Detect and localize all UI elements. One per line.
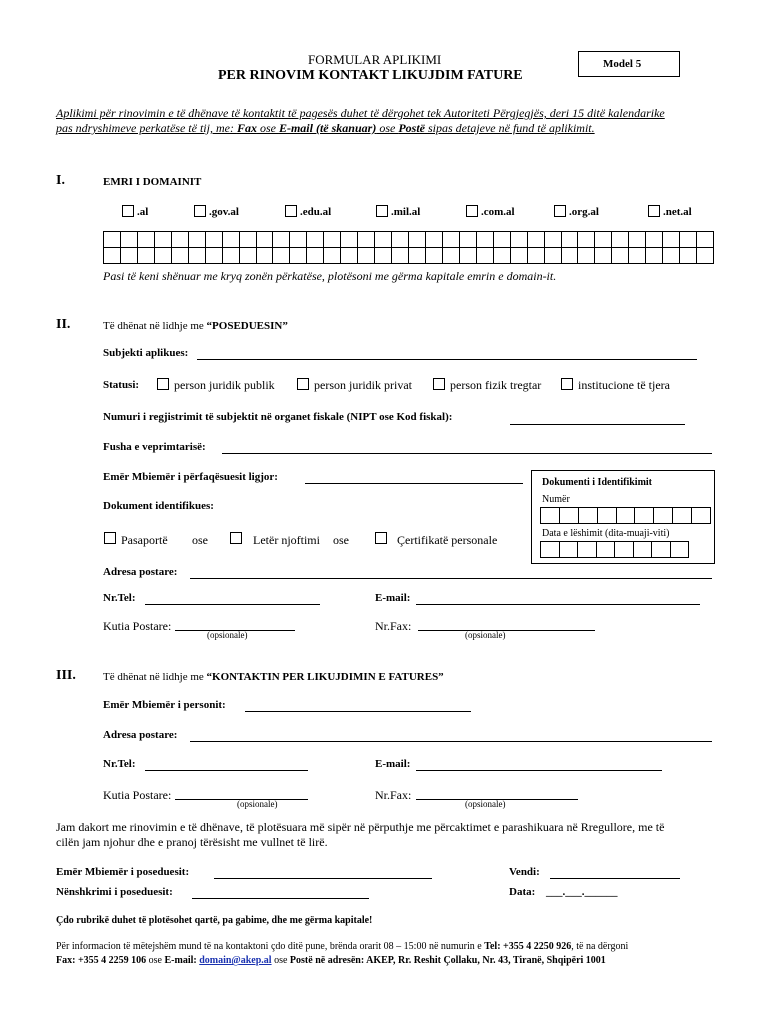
adresa-label-2: Adresa postare: [103,566,178,578]
tel-label-3: Nr.Tel: [103,758,136,770]
perfaqesues-field[interactable] [305,483,523,484]
adresa-label-3: Adresa postare: [103,729,178,741]
domain-char-cell[interactable] [138,248,155,264]
status-option-1: person juridik publik [174,378,275,392]
kutia-label-2: Kutia Postare: [103,619,172,633]
emer-posedues-label: Emër Mbiemër i poseduesit: [56,866,190,878]
email-label-2: E-mail: [375,592,411,604]
domain-char-cell[interactable] [392,248,409,264]
footer-contact-info: Për informacion të mëtejshëm mund të na kontaktoni çdo ditë pune, brënda orarit 08 – 15:00 në numurin e Tel: +355 4 2250 926, të na dërgoni Fax: +355 4 2259 106 ose E-mail: domain@akep.al ose Postë në adresën: AKEP, Rr. Reshit Çollaku, Nr. 43, Tiranë, Shqipëri 1001 [56,941,629,966]
domain-char-cell[interactable] [273,232,290,248]
section-1-note: Pasi të keni shënuar me kryq zonën përkatëse, plotësoni me gërma kapitale emrin e domain-it. [103,269,557,283]
model-label: Model 5 [603,58,642,70]
adresa-field-3[interactable] [190,741,712,742]
statusi-label: Statusi: [103,379,140,391]
domain-char-cell[interactable] [257,248,274,264]
vendi-label: Vendi: [509,866,540,878]
document-number-grid[interactable] [540,507,711,524]
domain-char-cell[interactable] [494,232,511,248]
domain-char-cell[interactable] [528,248,545,264]
leter-njoftimi-checkbox[interactable] [230,532,242,544]
domain-checkbox[interactable] [376,205,388,217]
status-checkbox-3[interactable] [433,378,445,390]
document-id-box [531,470,715,564]
domain-char-cell[interactable] [290,232,307,248]
domain-char-cell[interactable] [138,232,155,248]
domain-char-cell[interactable] [409,248,426,264]
document-box-date-label: Data e lëshimit (dita-muaji-viti) [542,528,670,539]
status-checkbox-1[interactable] [157,378,169,390]
domain-option-label: .al [137,206,149,218]
domain-char-cell[interactable] [578,248,595,264]
domain-char-cell[interactable] [324,248,341,264]
nipt-field[interactable] [510,424,685,425]
domain-char-cell[interactable] [595,248,612,264]
domain-char-cell[interactable] [460,248,477,264]
status-option-2: person juridik privat [314,378,412,392]
nenshkrimi-label: Nënshkrimi i poseduesit: [56,886,173,898]
domain-char-cell[interactable] [545,248,562,264]
domain-char-cell[interactable] [426,232,443,248]
adresa-field-2[interactable] [190,578,712,579]
intro-text: Aplikimi për rinovimin e të dhënave të kontaktit të pagesës duhet të dërgohet tek Autoriteti Përgjegjës, deri 15 ditë kalendarike pas ndryshimeve perkatëse të tij, me: Fax ose E-mail (të skanuar) ose Postë sipas detajeve në fund të aplikimit. [56,106,665,135]
dokument-label: Dokument identifikues: [103,500,214,512]
domain-char-cell[interactable] [697,248,714,264]
domain-char-cell[interactable] [663,232,680,248]
domain-char-cell[interactable] [477,232,494,248]
domain-char-cell[interactable] [646,232,663,248]
pasaporte-label: Pasaportë [121,533,168,547]
kutia-label-3: Kutia Postare: [103,788,172,802]
fax-optional-2: (opsionale) [465,630,506,640]
domain-char-cell[interactable] [680,232,697,248]
domain-char-cell[interactable] [121,232,138,248]
domain-char-cell[interactable] [358,248,375,264]
subjekti-field[interactable] [197,359,697,360]
domain-option-label: .com.al [481,206,515,218]
domain-char-cell[interactable] [646,248,663,264]
domain-checkbox[interactable] [554,205,566,217]
domain-option-label: .net.al [663,206,692,218]
document-date-grid[interactable] [540,541,689,558]
domain-char-cell[interactable] [663,248,680,264]
data-field[interactable]: ___.___.______ [546,886,618,898]
domain-char-cell[interactable] [612,232,629,248]
domain-char-cell[interactable] [290,248,307,264]
leter-njoftimi-label: Letër njoftimi [253,533,320,547]
form-subtitle: PER RINOVIM KONTAKT LIKUJDIM FATURE [218,68,523,83]
nenshkrimi-field[interactable] [192,898,369,899]
domain-option-label: .gov.al [209,206,239,218]
domain-char-cell[interactable] [358,232,375,248]
ose-text-2: ose [333,533,349,547]
domain-char-cell[interactable] [392,232,409,248]
status-option-3: person fizik tregtar [450,378,542,392]
domain-char-cell[interactable] [562,248,579,264]
section-2-heading: Të dhënat në lidhje me “POSEDUESIN” [103,320,288,332]
domain-checkbox[interactable] [122,205,134,217]
data-label: Data: [509,886,536,898]
domain-char-cell[interactable] [240,232,257,248]
kutia-optional-2: (opsionale) [207,630,248,640]
tel-field-2[interactable] [145,604,320,605]
section-2-number: II. [56,317,71,332]
domain-char-cell[interactable] [341,232,358,248]
domain-char-cell[interactable] [307,248,324,264]
domain-checkbox[interactable] [648,205,660,217]
domain-char-cell[interactable] [477,248,494,264]
domain-option-label: .mil.al [391,206,421,218]
domain-char-cell[interactable] [172,232,189,248]
domain-char-cell[interactable] [189,232,206,248]
email-field-2[interactable] [416,604,700,605]
emer-personi-field[interactable] [245,711,471,712]
domain-char-cell[interactable] [511,248,528,264]
section-3-heading: Të dhënat në lidhje me “KONTAKTIN PER LIKUJDIMIN E FATURES” [103,671,444,683]
domain-char-cell[interactable] [324,232,341,248]
perfaqesues-label: Emër Mbiemër i përfaqësuesit ligjor: [103,471,278,483]
domain-char-cell[interactable] [155,248,172,264]
domain-char-cell[interactable] [545,232,562,248]
fax-label-3: Nr.Fax: [375,788,412,802]
domain-char-cell[interactable] [629,248,646,264]
nipt-label: Numuri i regjistrimit të subjektit në organet fiskale (NIPT ose Kod fiskal): [103,411,453,423]
domain-char-cell[interactable] [426,248,443,264]
kutia-optional-3: (opsionale) [237,799,278,809]
domain-checkbox[interactable] [466,205,478,217]
email-field-3[interactable] [416,770,662,771]
fax-optional-3: (opsionale) [465,799,506,809]
section-3-number: III. [56,668,76,683]
domain-char-cell[interactable] [206,248,223,264]
certifikate-label: Çertifikatë personale [397,533,498,547]
footer-bold-note: Çdo rubrikë duhet të plotësohet qartë, pa gabime, dhe me gërma kapitale! [56,915,373,926]
form-title: FORMULAR APLIKIMI [308,52,442,67]
subjekti-label: Subjekti aplikues: [103,347,189,359]
domain-char-cell[interactable] [240,248,257,264]
pasaporte-checkbox[interactable] [104,532,116,544]
domain-char-cell[interactable] [104,232,121,248]
domain-char-cell[interactable] [578,232,595,248]
domain-char-cell[interactable] [494,248,511,264]
domain-char-cell[interactable] [443,248,460,264]
fax-label-2: Nr.Fax: [375,619,412,633]
agreement-text: Jam dakort me rinovimin e të dhënave, të plotësuara më sipër në përputhje me përcaktimet e parashikuara në Rregullore, me të cilën jam njohur dhe e pranoj tërësisht me vullnet të lirë. [56,820,665,849]
tel-label-2: Nr.Tel: [103,592,136,604]
domain-char-cell[interactable] [273,248,290,264]
domain-char-cell[interactable] [375,232,392,248]
ose-text-1: ose [192,533,208,547]
domain-char-cell[interactable] [629,232,646,248]
email-label-3: E-mail: [375,758,411,770]
section-1-heading: EMRI I DOMAINIT [103,176,202,188]
domain-char-cell[interactable] [409,232,426,248]
domain-char-cell[interactable] [223,232,240,248]
emer-posedues-field[interactable] [214,878,432,879]
domain-char-cell[interactable] [460,232,477,248]
domain-char-cell[interactable] [697,232,714,248]
domain-char-cell[interactable] [172,248,189,264]
domain-char-cell[interactable] [257,232,274,248]
domain-char-cell[interactable] [223,248,240,264]
domain-char-cell[interactable] [612,248,629,264]
status-option-4: institucione të tjera [578,378,670,392]
domain-char-cell[interactable] [375,248,392,264]
domain-char-cell[interactable] [307,232,324,248]
vendi-field[interactable] [550,878,680,879]
fusha-label: Fusha e veprimtarisë: [103,441,206,453]
domain-char-cell[interactable] [341,248,358,264]
domain-option-label: .org.al [569,206,599,218]
domain-checkbox[interactable] [194,205,206,217]
domain-char-cell[interactable] [206,232,223,248]
domain-char-cell[interactable] [121,248,138,264]
domain-char-cell[interactable] [595,232,612,248]
fax-field-2[interactable] [418,630,595,631]
domain-char-cell[interactable] [562,232,579,248]
tel-field-3[interactable] [145,770,308,771]
domain-option-label: .edu.al [300,206,332,218]
document-box-number-label: Numër [542,494,570,505]
section-1-number: I. [56,173,65,188]
domain-name-grid[interactable] [103,231,714,264]
fusha-field[interactable] [222,453,712,454]
domain-checkbox[interactable] [285,205,297,217]
status-checkbox-4[interactable] [561,378,573,390]
domain-char-cell[interactable] [189,248,206,264]
domain-char-cell[interactable] [155,232,172,248]
domain-char-cell[interactable] [443,232,460,248]
document-box-title: Dokumenti i Identifikimit [542,477,653,488]
email-link[interactable]: domain@akep.al [199,955,272,966]
domain-char-cell[interactable] [528,232,545,248]
emer-personi-label: Emër Mbiemër i personit: [103,699,226,711]
domain-char-cell[interactable] [104,248,121,264]
domain-char-cell[interactable] [680,248,697,264]
certifikate-checkbox[interactable] [375,532,387,544]
status-checkbox-2[interactable] [297,378,309,390]
domain-char-cell[interactable] [511,232,528,248]
model-box [578,51,680,77]
